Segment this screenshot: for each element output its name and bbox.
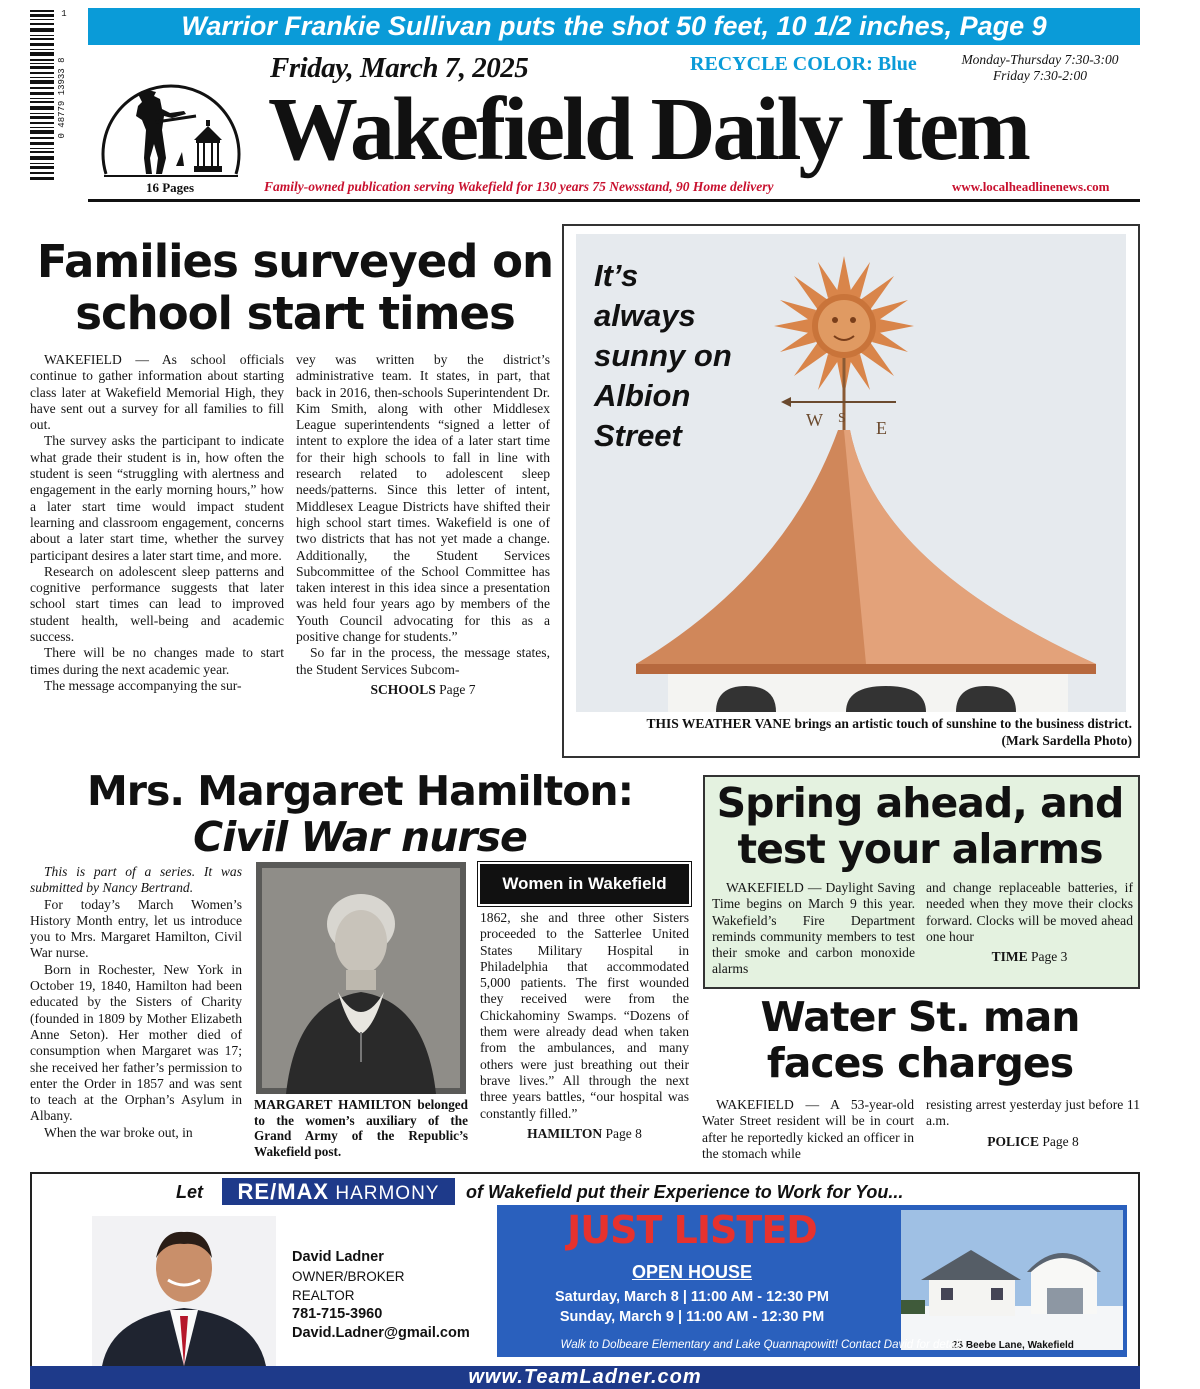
house-photo[interactable] <box>901 1210 1123 1350</box>
agent-email[interactable]: David.Ladner@gmail.com <box>292 1325 470 1341</box>
agent-name: David Ladner <box>292 1249 384 1265</box>
paragraph: The survey asks the participant to indicate what grade their student is in, how often the student is seen “struggling with alertness and engagement in the early morning hours,” how a later start time would impact student learning and classroom engagement, concerns about a later start time, whether the survey participant desires a later start time, and more. <box>30 433 284 563</box>
headline-line: Mrs. Margaret Hamilton: <box>86 767 634 815</box>
overlay-line: sunny on <box>594 338 732 373</box>
ad-tagline: of Wakefield put their Experience to Work for You... <box>466 1182 904 1202</box>
paragraph: WAKEFIELD — A 53-year-old Water Street resident will be in court after he reportedly kicked an officer in the stomach while <box>702 1097 914 1161</box>
paragraph: and change replaceable batteries, if needed when they move their clocks forward. Clocks will be moved ahead one hour <box>926 880 1133 944</box>
website-link[interactable]: www.localheadlinenews.com <box>952 179 1110 194</box>
jump-page: Page 7 <box>439 681 476 697</box>
just-listed-heading: JUST LISTED <box>567 1208 817 1252</box>
jump-line[interactable] <box>926 1134 1140 1150</box>
paragraph: For today’s March Women’s History Month entry, let us introduce you to Mrs. Margaret Hamilton, Civil War nurse. <box>30 896 242 961</box>
agent-title: REALTOR <box>292 1288 355 1303</box>
agent-illustration <box>92 1216 276 1366</box>
house-illustration <box>901 1210 1123 1350</box>
brand-office: HARMONY <box>335 1183 440 1204</box>
story-column <box>296 352 550 698</box>
photo-caption <box>570 716 1132 749</box>
story-column <box>926 1097 1140 1150</box>
portrait-caption: MARGARET HAMILTON belonged to the women’s auxiliary of the Grand Army of the Republic’s Wakefield post. <box>254 1097 468 1160</box>
listing-note: Walk to Dolbeare Elementary and Lake Quannapowitt! Contact David for details. <box>560 1339 970 1351</box>
story-column <box>712 880 915 978</box>
paragraph: Research on adolescent sleep patterns and cognitive performance suggests that later school start times can lead to improved student health, well-being and academic success. <box>30 563 284 645</box>
open-house-link[interactable]: OPEN HOUSE <box>631 1262 753 1282</box>
recycle-color: RECYCLE COLOR: Blue <box>690 53 917 75</box>
page-count: 16 Pages <box>145 180 195 195</box>
story-column <box>480 910 689 1142</box>
jump-line[interactable] <box>296 682 550 698</box>
hours-friday: Friday 7:30-2:00 <box>992 68 1088 83</box>
remax-logo[interactable] <box>222 1178 455 1205</box>
jump-page: Page 3 <box>1031 949 1068 965</box>
paragraph: When the war broke out, in <box>44 1124 193 1140</box>
listing-address: 23 Beebe Lane, Wakefield <box>952 1340 1074 1351</box>
minuteman-logo <box>96 54 246 199</box>
story-headline-water-st[interactable]: Water St. man faces charges <box>760 993 1080 1087</box>
issue-date: Friday, March 7, 2025 <box>270 52 529 84</box>
overlay-line: Albion <box>594 378 691 413</box>
overlay-line: It’s <box>594 258 639 293</box>
agent-photo[interactable] <box>92 1216 276 1366</box>
story-headline-spring-ahead[interactable]: Spring ahead, and test your alarms <box>716 779 1124 873</box>
paragraph: WAKEFIELD — Daylight Saving Time begins on March 9 this year. Wakefield’s Fire Department reminds community members to test their smoke and carbon monoxide alarms <box>712 880 915 977</box>
paragraph: resisting arrest yesterday just before 11 a.m. <box>926 1097 1140 1129</box>
paragraph: vey was written by the district’s administrative team. It states, in part, that back in 2016, then-schools Superintendent Dr. Kim Smith, along with other Middlesex League superintendents “signed a letter of intent to explore the idea of a later start time for their high schools to fall in line with research related to adolescent sleep needs/patterns. Since this letter of intent, Middlesex League Districts have shifted their high school start times. Wakefield is one of two districts that has not yet made a change. Additionally, the Student Services Subcommittee of the School Committee has taken interest in this idea since a presentation was held four years ago by members of the Youth Council advocating for this as a positive change for students.” <box>296 352 550 645</box>
portrait-illustration <box>256 862 466 1094</box>
masthead-rule <box>88 199 1140 202</box>
story-headline-school-start-times[interactable]: Families surveyed on school start times <box>36 235 554 340</box>
open-house-date: Saturday, March 8 | 11:00 AM - 12:30 PM <box>554 1289 830 1305</box>
jump-page: Page 8 <box>1042 1133 1079 1149</box>
margaret-hamilton-portrait[interactable] <box>256 862 466 1094</box>
overlay-line: always <box>594 298 696 333</box>
jump-page: Page 8 <box>605 1125 642 1141</box>
jump-label: HAMILTON <box>527 1125 603 1141</box>
story-column <box>702 1097 914 1162</box>
jump-line[interactable] <box>480 1126 689 1142</box>
paragraph: Born in Rochester, New York in October 19, 1840, Hamilton had been educated by the Sisters of Charity (founded in 1809 by Mother Elizabeth Anne Seton). Her mother died of consumption when Margaret was 17; she received her father’s permission to enter the Order in 1857 and was sent to teach at the Orphan’s Asylum in Albany. <box>30 961 242 1124</box>
story-column <box>926 880 1133 965</box>
ad-let: Let <box>176 1182 203 1202</box>
intro-note: This is part of a series. It was submitted by Nancy Bertrand. <box>30 864 242 896</box>
jump-label: SCHOOLS <box>370 681 436 697</box>
masthead[interactable]: Wakefield Daily Item <box>268 80 1028 179</box>
jump-line[interactable] <box>926 949 1133 965</box>
barcode-number: 0 48779 13933 8 <box>57 57 67 139</box>
series-label-women-in-wakefield[interactable]: Women in Wakefield <box>480 864 689 904</box>
story-column <box>30 352 284 694</box>
jump-label: TIME <box>991 949 1028 965</box>
paragraph: So far in the process, the message states, the Student Services Subcom- <box>296 645 550 677</box>
paragraph: The message accompanying the sur- <box>44 677 242 693</box>
agent-title: OWNER/BROKER <box>292 1269 405 1284</box>
svg-text:S: S <box>838 411 846 426</box>
caption-text: THIS WEATHER VANE brings an artistic touch of sunshine to the business district. <box>646 716 1132 731</box>
barcode <box>28 8 72 184</box>
photo-overlay-text <box>594 256 732 456</box>
svg-text:E: E <box>876 418 887 438</box>
svg-text:W: W <box>806 410 823 430</box>
top-banner-headline[interactable]: Warrior Frankie Sullivan puts the shot 50 feet, 10 1/2 inches, Page 9 <box>88 8 1140 45</box>
paragraph: There will be no changes made to start times during the next academic year. <box>30 645 284 677</box>
photo-credit: (Mark Sardella Photo) <box>1001 732 1132 748</box>
overlay-line: Street <box>594 418 682 453</box>
headline-subline: Civil War nurse <box>193 813 527 861</box>
story-headline-margaret-hamilton[interactable] <box>40 768 680 860</box>
masthead-tagline: Family-owned publication serving Wakefield for 130 years 75 Newsstand, 90 Home delivery <box>264 179 774 194</box>
story-column <box>30 864 242 1141</box>
open-house-date: Sunday, March 9 | 11:00 AM - 12:30 PM <box>559 1309 825 1325</box>
agent-phone[interactable]: 781-715-3960 <box>292 1306 383 1322</box>
paragraph: WAKEFIELD — As school officials continue to gather information about starting class later at Wakefield Memorial High, they have sent out a survey for all families to fill out. <box>30 352 284 433</box>
paragraph: 1862, she and three other Sisters proceeded to the Satterlee United States Military Hospital in Philadelphia that accommodated 5,000 patients. The first wounded they received were from the Chickahominy Swamps. “Dozens of them were already dead when taken from the ambulances, and many others were just breathing out their brave lives.” All through the next three years battles, “our hospital was constantly filled.” <box>480 910 689 1121</box>
jump-label: POLICE <box>987 1133 1039 1149</box>
barcode-issue: 1 <box>61 9 67 19</box>
ad-website-link[interactable]: www.TeamLadner.com <box>30 1366 1140 1389</box>
hours-weekday: Monday-Thursday 7:30-3:00 <box>961 52 1119 67</box>
agent-info <box>292 1248 470 1343</box>
brand-name: RE/MAX <box>237 1179 330 1204</box>
